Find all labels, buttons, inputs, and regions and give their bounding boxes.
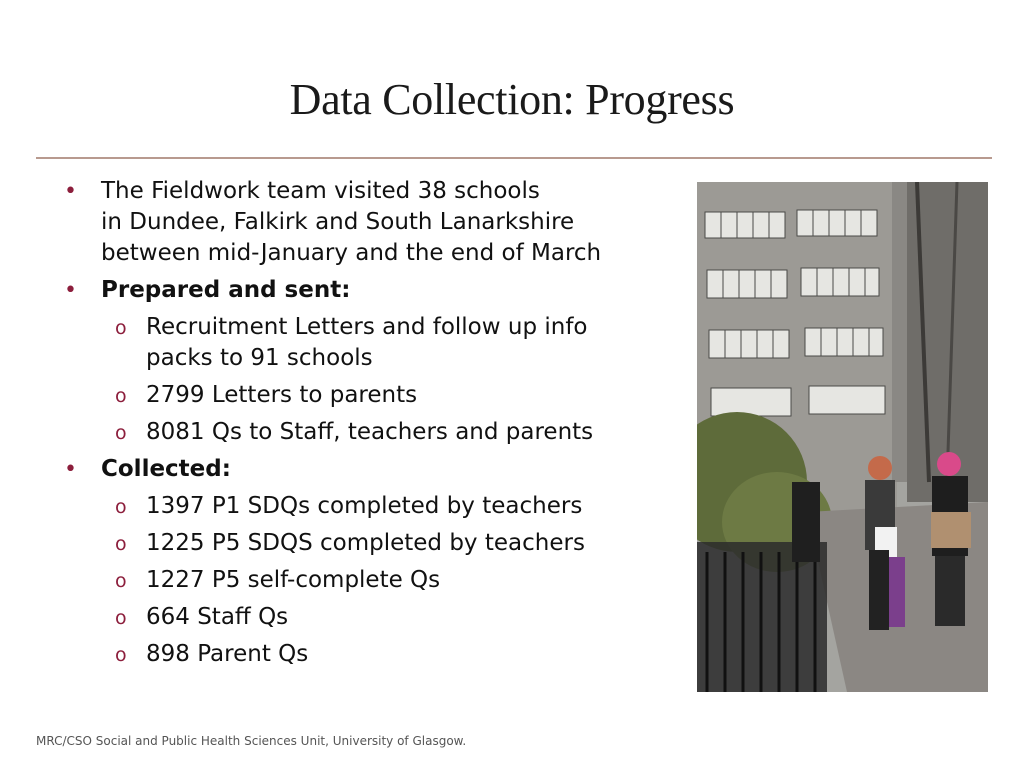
title-divider (36, 157, 992, 159)
footer-text: MRC/CSO Social and Public Health Sciences Unit, University of Glasgow. (36, 734, 467, 748)
sub-bullet-letters (60, 380, 685, 411)
sub-bullet-marker: o (115, 385, 127, 407)
sub-bullet-marker: o (115, 644, 127, 666)
sub-bullet-text: 1227 P5 self-complete Qs (146, 567, 441, 593)
sub-bullet-staff-qs (60, 602, 685, 633)
sub-bullet-marker: o (115, 533, 127, 555)
bullet-prepared-sent (60, 275, 685, 306)
street-photo (697, 182, 988, 692)
sub-bullet-text: 1225 P5 SDQS completed by teachers (146, 530, 585, 556)
sub-bullet-qs-staff (60, 417, 685, 448)
sub-bullet-marker: o (115, 496, 127, 518)
sub-bullet-text-line: Recruitment Letters and follow up info (146, 314, 588, 340)
sub-bullet-p1-sdq (60, 491, 685, 522)
sub-bullet-text-line: packs to 91 schools (146, 345, 373, 371)
sub-bullet-marker: o (115, 570, 127, 592)
bullet-text-line: in Dundee, Falkirk and South Lanarkshire (101, 209, 575, 235)
bullet-text-line: between mid-January and the end of March (101, 240, 602, 266)
bullet-collected (60, 454, 685, 485)
bullet-text-line: The Fieldwork team visited 38 schools (101, 178, 540, 204)
slide-content (60, 176, 685, 676)
sub-bullet-recruitment (60, 312, 685, 374)
sub-bullet-text: 898 Parent Qs (146, 641, 309, 667)
sub-bullet-p5-self (60, 565, 685, 596)
bullet-heading: Prepared and sent: (101, 277, 351, 303)
sub-bullet-marker: o (115, 422, 127, 444)
sub-bullet-marker: o (115, 317, 127, 339)
sub-bullet-text: 8081 Qs to Staff, teachers and parents (146, 419, 594, 445)
slide-title: Data Collection: Progress (289, 75, 735, 124)
bullet-heading: Collected: (101, 456, 231, 482)
bullet-dot: • (64, 179, 77, 204)
sub-bullet-marker: o (115, 607, 127, 629)
sub-bullet-p5-sdq (60, 528, 685, 559)
bullet-dot: • (64, 278, 77, 303)
sub-bullet-parent-qs (60, 639, 685, 670)
bullet-dot: • (64, 457, 77, 482)
sub-bullet-text: 664 Staff Qs (146, 604, 289, 630)
bullet-fieldwork (60, 176, 685, 269)
sub-bullet-text: 1397 P1 SDQs completed by teachers (146, 493, 583, 519)
sub-bullet-text: 2799 Letters to parents (146, 382, 418, 408)
